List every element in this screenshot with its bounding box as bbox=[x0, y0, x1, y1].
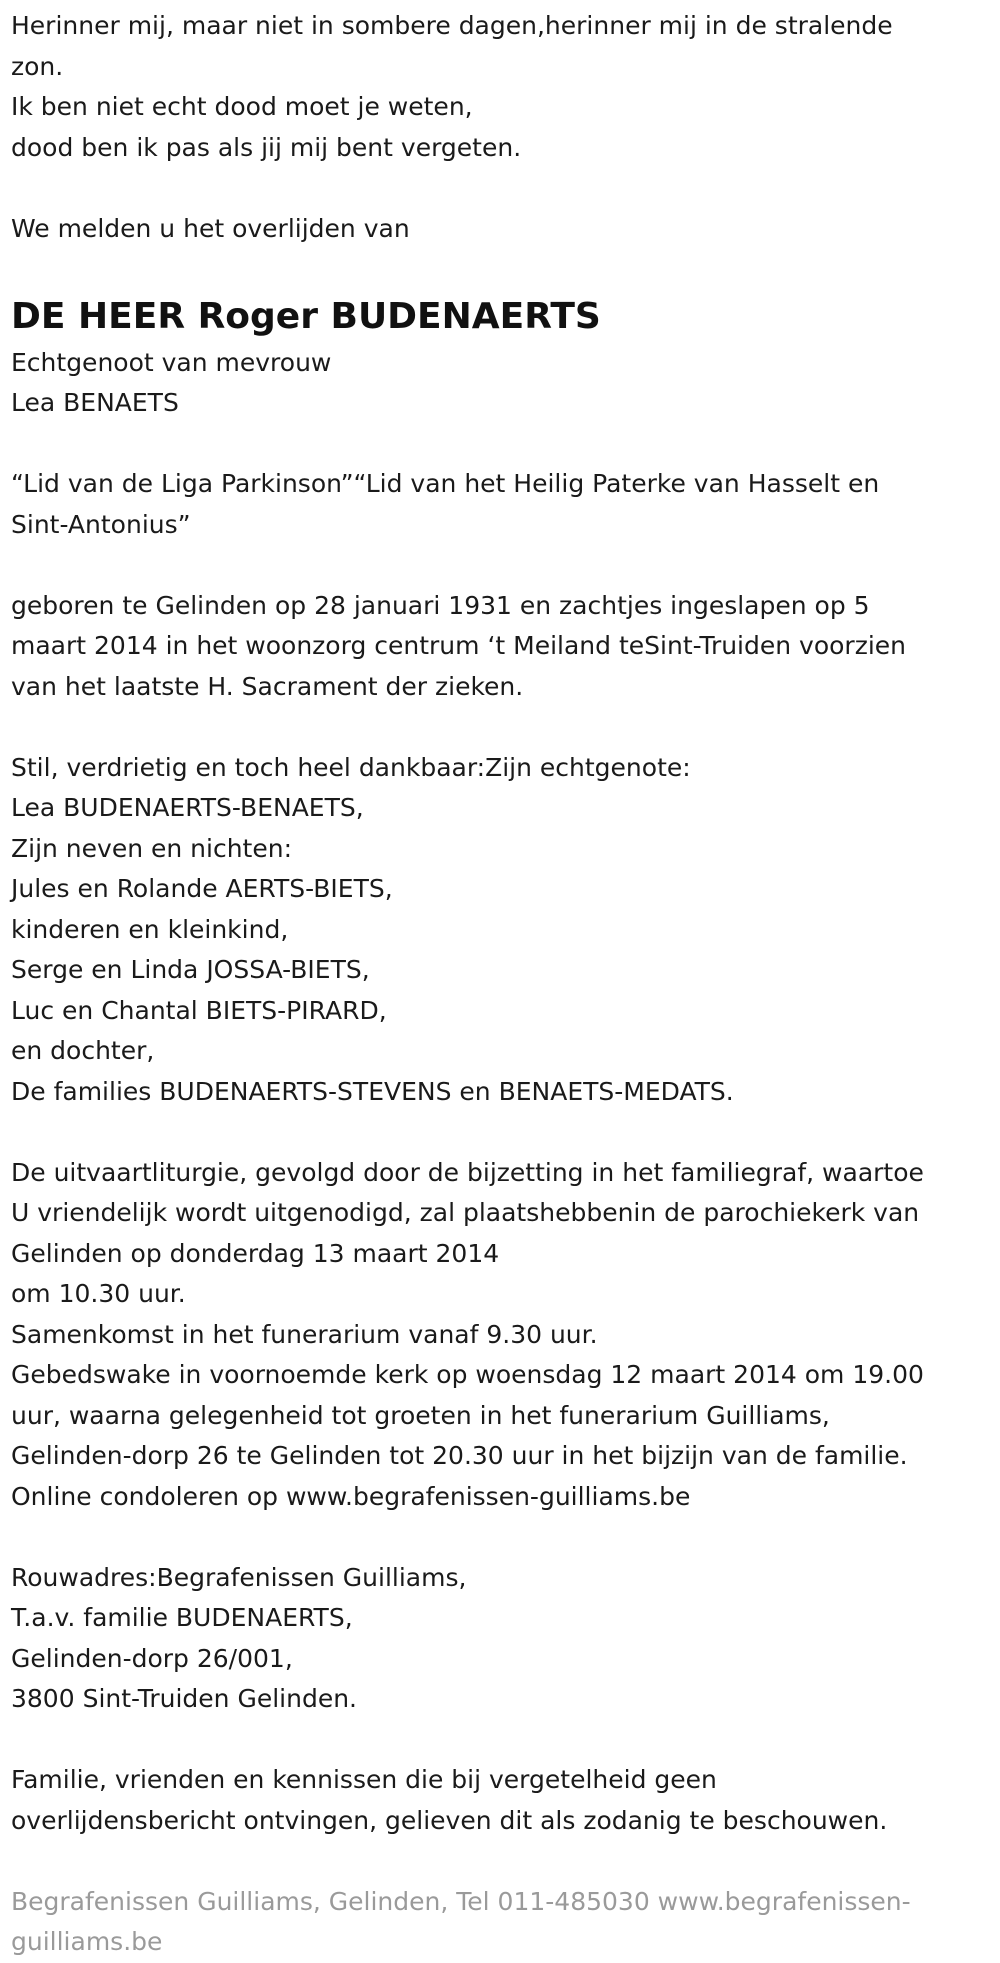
spouse-line: Lea BENAETS bbox=[11, 388, 179, 417]
birth-death-block bbox=[11, 586, 1000, 708]
spacer bbox=[11, 1720, 1000, 1761]
poem-line: zon. bbox=[11, 51, 64, 81]
poem-line: Herinner mij, maar niet in sombere dagen,herinner mij in de stralende bbox=[11, 11, 893, 40]
closing-note-line: Familie, vrienden en kennissen die bij vergetelheid geen bbox=[11, 1765, 717, 1794]
spacer bbox=[11, 1841, 1000, 1882]
spacer bbox=[11, 249, 1000, 290]
poem-line: Ik ben niet echt dood moet je weten, bbox=[11, 92, 473, 121]
birth-death-line: van het laatste H. Sacrament der zieken. bbox=[11, 671, 524, 701]
spacer bbox=[11, 424, 1000, 465]
funeral-info-line: Gebedswake in voornoemde kerk op woensdag 12 maart 2014 om 19.00 bbox=[11, 1360, 924, 1389]
family-line: De families BUDENAERTS-STEVENS en BENAETS-MEDATS. bbox=[11, 1076, 734, 1106]
poem-block bbox=[11, 6, 1000, 168]
funeral-info-block bbox=[11, 1153, 1000, 1518]
funeral-info-line: Gelinden op donderdag 13 maart 2014 bbox=[11, 1238, 500, 1268]
birth-death-line: geboren te Gelinden op 28 januari 1931 en zachtjes ingeslapen op 5 bbox=[11, 590, 870, 620]
funeral-info-line: om 10.30 uur. bbox=[11, 1279, 186, 1308]
address-line: Rouwadres:Begrafenissen Guilliams, bbox=[11, 1562, 467, 1592]
closing-note-line: overlijdensbericht ontvingen, gelieven dit als zodanig te beschouwen. bbox=[11, 1805, 888, 1835]
mourning-address-block bbox=[11, 1558, 1000, 1720]
spacer bbox=[11, 168, 1000, 209]
funeral-info-line: Gelinden-dorp 26 te Gelinden tot 20.30 uur in het bijzijn van de familie. bbox=[11, 1441, 908, 1470]
address-line: 3800 Sint-Truiden Gelinden. bbox=[11, 1684, 357, 1713]
family-line: kinderen en kleinkind, bbox=[11, 914, 289, 944]
announcement-intro: We melden u het overlijden van bbox=[11, 213, 410, 243]
family-block bbox=[11, 748, 1000, 1113]
family-line: Luc en Chantal BIETS-PIRARD, bbox=[11, 995, 387, 1025]
family-line: en dochter, bbox=[11, 1036, 155, 1065]
address-line: Gelinden-dorp 26/001, bbox=[11, 1643, 293, 1673]
birth-death-line: maart 2014 in het woonzorg centrum ‘t Meiland teSint-Truiden voorzien bbox=[11, 631, 907, 660]
spacer bbox=[11, 707, 1000, 748]
spacer bbox=[11, 545, 1000, 586]
footer-line: Begrafenissen Guilliams, Gelinden, Tel 011-485030 www.begrafenissen- bbox=[11, 1886, 911, 1916]
footer-credit bbox=[11, 1882, 1000, 1963]
poem-line: dood ben ik pas als jij mij bent vergeten. bbox=[11, 132, 522, 162]
family-line: Lea BUDENAERTS-BENAETS, bbox=[11, 793, 364, 822]
address-line: T.a.v. familie BUDENAERTS, bbox=[11, 1603, 353, 1632]
spouse-block bbox=[11, 343, 1000, 424]
funeral-info-line: De uitvaartliturgie, gevolgd door de bijzetting in het familiegraf, waartoe bbox=[11, 1157, 924, 1187]
funeral-info-line: Samenkomst in het funerarium vanaf 9.30 uur. bbox=[11, 1319, 598, 1349]
spacer bbox=[11, 1112, 1000, 1153]
membership-line: Sint-Antonius” bbox=[11, 509, 191, 539]
family-line: Zijn neven en nichten: bbox=[11, 833, 293, 863]
deceased-name-heading: DE HEER Roger BUDENAERTS bbox=[11, 295, 601, 337]
family-line: Serge en Linda JOSSA-BIETS, bbox=[11, 955, 370, 984]
family-line: Stil, verdrietig en toch heel dankbaar:Zijn echtgenote: bbox=[11, 752, 691, 782]
family-line: Jules en Rolande AERTS-BIETS, bbox=[11, 874, 393, 903]
membership-line: “Lid van de Liga Parkinson”“Lid van het Heilig Paterke van Hasselt en bbox=[11, 469, 880, 498]
closing-note-block bbox=[11, 1760, 1000, 1841]
spacer bbox=[11, 1517, 1000, 1558]
memberships-block bbox=[11, 464, 1000, 545]
footer-line: guilliams.be bbox=[11, 1927, 163, 1956]
spouse-line: Echtgenoot van mevrouw bbox=[11, 347, 332, 377]
online-condolence-line: Online condoleren op www.begrafenissen-guilliams.be bbox=[11, 1481, 691, 1511]
funeral-info-line: U vriendelijk wordt uitgenodigd, zal plaatshebbenin de parochiekerk van bbox=[11, 1198, 920, 1227]
funeral-info-line: uur, waarna gelegenheid tot groeten in het funerarium Guilliams, bbox=[11, 1400, 830, 1430]
